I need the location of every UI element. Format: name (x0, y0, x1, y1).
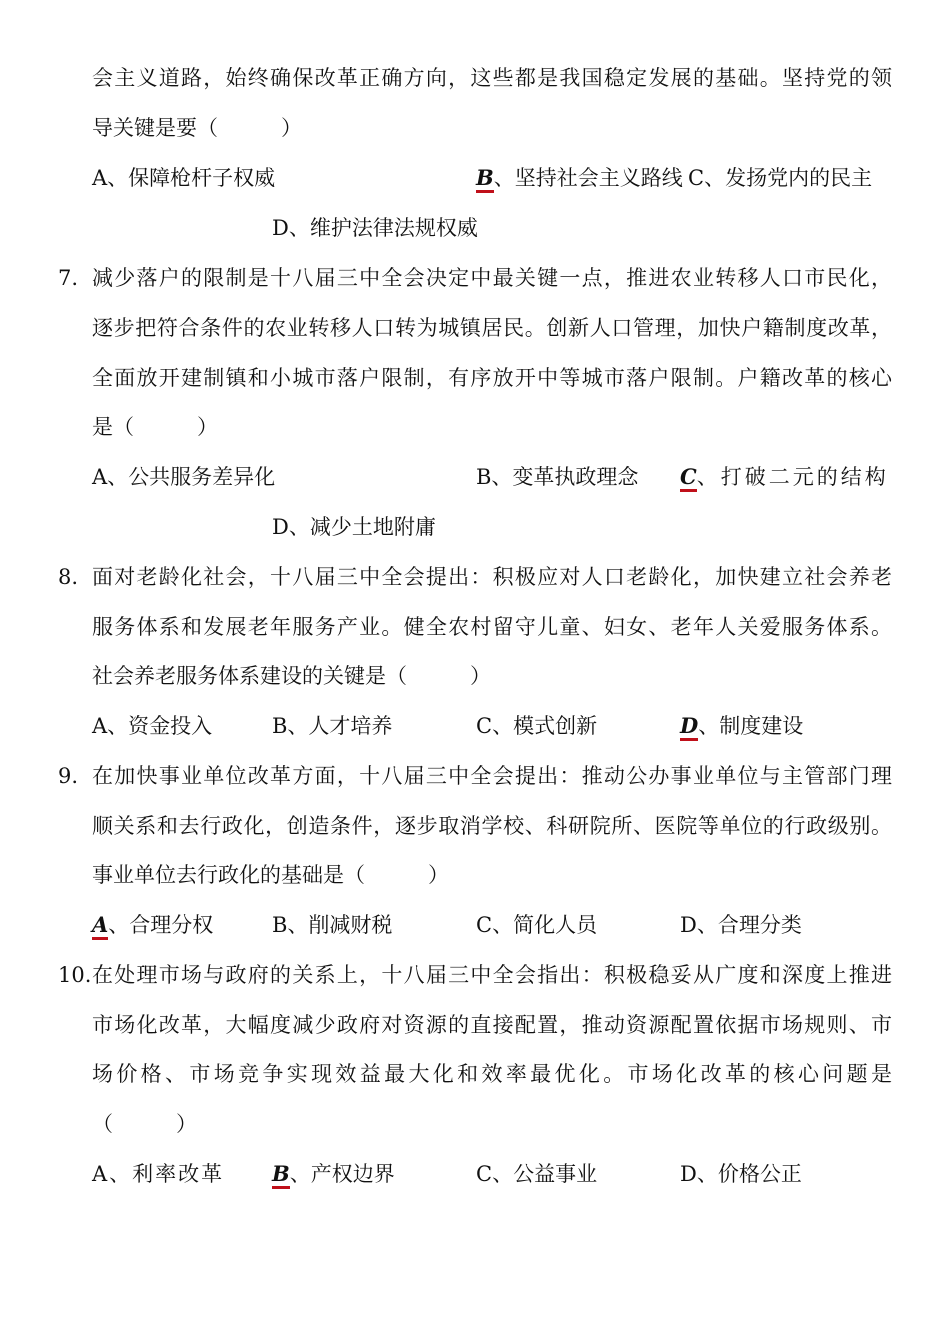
q7-text-line-3: 全面放开建制镇和小城市落户限制，有序放开中等城市落户限制。户籍改革的核心 (92, 366, 892, 390)
q7-option-a: A、公共服务差异化 (92, 465, 276, 489)
q7-number: 7. (58, 266, 79, 290)
q10-text-line-4: （ ） (92, 1112, 197, 1136)
q8-text-line-2: 服务体系和发展老年服务产业。健全农村留守儿童、妇女、老年人关爱服务体系。 (92, 615, 892, 639)
q9-option-a (92, 910, 213, 940)
q8-option-d (680, 711, 803, 741)
q8-option-b: B、人才培养 (272, 714, 393, 738)
q10-option-b-text: 、产权边界 (289, 1162, 395, 1186)
q8-text-line-3: 社会养老服务体系建设的关键是（ ） (92, 664, 491, 688)
q8-number: 8. (58, 565, 79, 589)
q8-option-a: A、资金投入 (92, 714, 213, 738)
q6-option-d: D、维护法律法规权威 (272, 216, 478, 240)
q6-answer-mark: B (476, 165, 494, 193)
q9-number: 9. (58, 764, 79, 788)
q10-text-line-3: 场价格、市场竞争实现效益最大化和效率最优化。市场化改革的核心问题是 (92, 1062, 892, 1086)
q7-text-line-1: 减少落户的限制是十八届三中全会决定中最关键一点，推进农业转移人口市民化， (92, 266, 892, 290)
q6-option-c: C、发扬党内的民主 (688, 166, 873, 190)
q9-text-line-1: 在加快事业单位改革方面，十八届三中全会提出：推动公办事业单位与主管部门理 (92, 764, 892, 788)
q7-option-c (680, 462, 889, 492)
q10-text-line-1: 在处理市场与政府的关系上，十八届三中全会指出：积极稳妥从广度和深度上推进 (92, 963, 892, 987)
q7-option-b: B、变革执政理念 (476, 465, 639, 489)
q9-text-line-3: 事业单位去行政化的基础是（ ） (92, 863, 449, 887)
q6-option-b (476, 163, 683, 193)
q9-option-a-text: 、合理分权 (108, 913, 214, 937)
q8-text-line-1: 面对老龄化社会，十八届三中全会提出：积极应对人口老龄化，加快建立社会养老 (92, 565, 892, 589)
q8-answer-mark: D (680, 713, 698, 741)
q7-answer-mark: C (680, 464, 697, 492)
q10-text-line-2: 市场化改革，大幅度减少政府对资源的直接配置，推动资源配置依据市场规则、市 (92, 1013, 892, 1037)
q6-text-line-1: 会主义道路，始终确保改革正确方向，这些都是我国稳定发展的基础。坚持党的领 (92, 66, 892, 90)
q9-option-c: C、简化人员 (476, 913, 598, 937)
q10-option-d: D、价格公正 (680, 1162, 802, 1186)
q10-option-a: A、利率改革 (92, 1162, 225, 1186)
q9-option-d: D、合理分类 (680, 913, 802, 937)
q7-text-line-4: 是（ ） (92, 415, 218, 439)
q7-option-d: D、减少土地附庸 (272, 515, 436, 539)
q6-option-b-text: 、坚持社会主义路线 (493, 166, 683, 190)
q6-text-line-2: 导关键是要（ ） (92, 116, 302, 140)
q9-answer-mark: A (92, 912, 108, 940)
q8-option-d-text: 、制度建设 (698, 714, 804, 738)
q7-option-c-text: 、打破二元的结构 (696, 465, 889, 489)
q10-option-b (272, 1159, 395, 1189)
q10-option-c: C、公益事业 (476, 1162, 598, 1186)
q8-option-c: C、模式创新 (476, 714, 598, 738)
q10-number: 10. (58, 963, 92, 987)
q6-option-a: A、保障枪杆子权威 (92, 166, 276, 190)
q7-text-line-2: 逐步把符合条件的农业转移人口转为城镇居民。创新人口管理，加快户籍制度改革， (92, 316, 892, 340)
q9-option-b: B、削减财税 (272, 913, 393, 937)
q9-text-line-2: 顺关系和去行政化，创造条件，逐步取消学校、科研院所、医院等单位的行政级别。 (92, 814, 892, 838)
q10-answer-mark: B (272, 1161, 290, 1189)
